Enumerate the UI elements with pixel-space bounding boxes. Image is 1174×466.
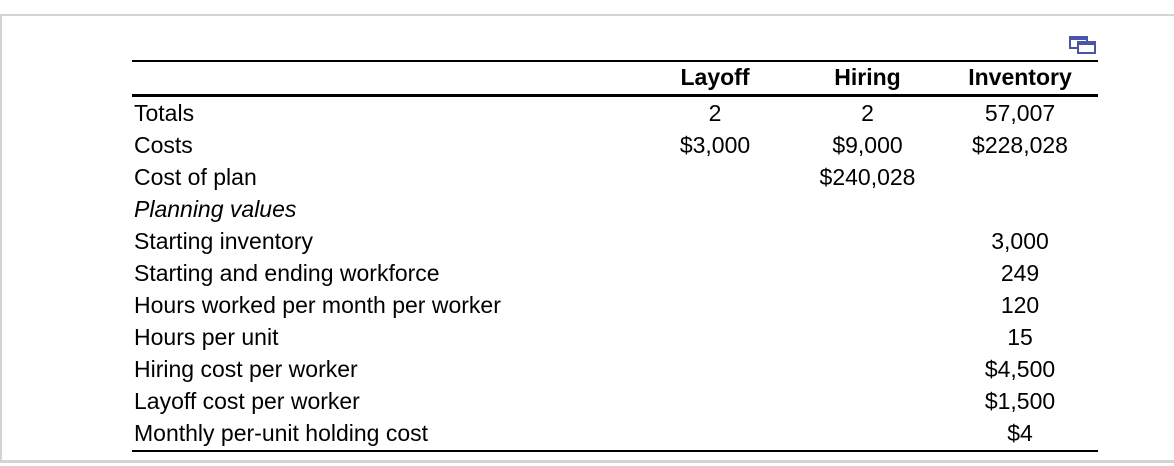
hiring-cost-per-worker-value: $4,500 [984,356,1056,382]
layoff-cost-per-worker-value: $1,500 [984,388,1056,414]
table-bottom-rule [132,450,1098,452]
row-label-holding-cost: Monthly per-unit holding cost [134,420,429,446]
starting-ending-workforce-value: 249 [1000,260,1040,286]
totals-layoff-value: 2 [708,100,722,126]
popout-window-icon[interactable] [1068,33,1098,55]
column-header-layoff: Layoff [680,64,750,90]
hours-worked-per-month-value: 120 [1000,292,1040,318]
planning-values-heading: Planning values [134,196,297,222]
costs-inventory-value: $228,028 [972,132,1068,158]
row-label-hours-worked-per-month: Hours worked per month per worker [134,292,501,318]
cost-of-plan-value: $240,028 [819,164,916,190]
row-label-starting-inventory: Starting inventory [134,228,313,254]
frame-bottom-border [0,460,1174,463]
frame-left-border [0,14,2,463]
totals-hiring-value: 2 [861,100,874,126]
starting-inventory-value: 3,000 [991,228,1049,254]
costs-layoff-value: $3,000 [679,132,751,158]
row-label-hours-per-unit: Hours per unit [134,324,279,350]
hours-per-unit-value: 15 [1007,324,1033,350]
row-label-layoff-cost-per-worker: Layoff cost per worker [134,388,360,414]
totals-inventory-value: 57,007 [984,100,1056,126]
row-label-starting-ending-workforce: Starting and ending workforce [134,260,440,286]
row-label-totals: Totals [134,100,195,126]
row-label-cost-of-plan: Cost of plan [134,164,257,190]
row-label-costs: Costs [134,132,193,158]
costs-hiring-value: $9,000 [832,132,903,158]
holding-cost-value: $4 [1007,420,1033,446]
column-header-inventory: Inventory [968,64,1072,90]
frame-top-border [0,14,1174,16]
column-header-hiring: Hiring [834,64,901,90]
row-label-hiring-cost-per-worker: Hiring cost per worker [134,356,358,382]
